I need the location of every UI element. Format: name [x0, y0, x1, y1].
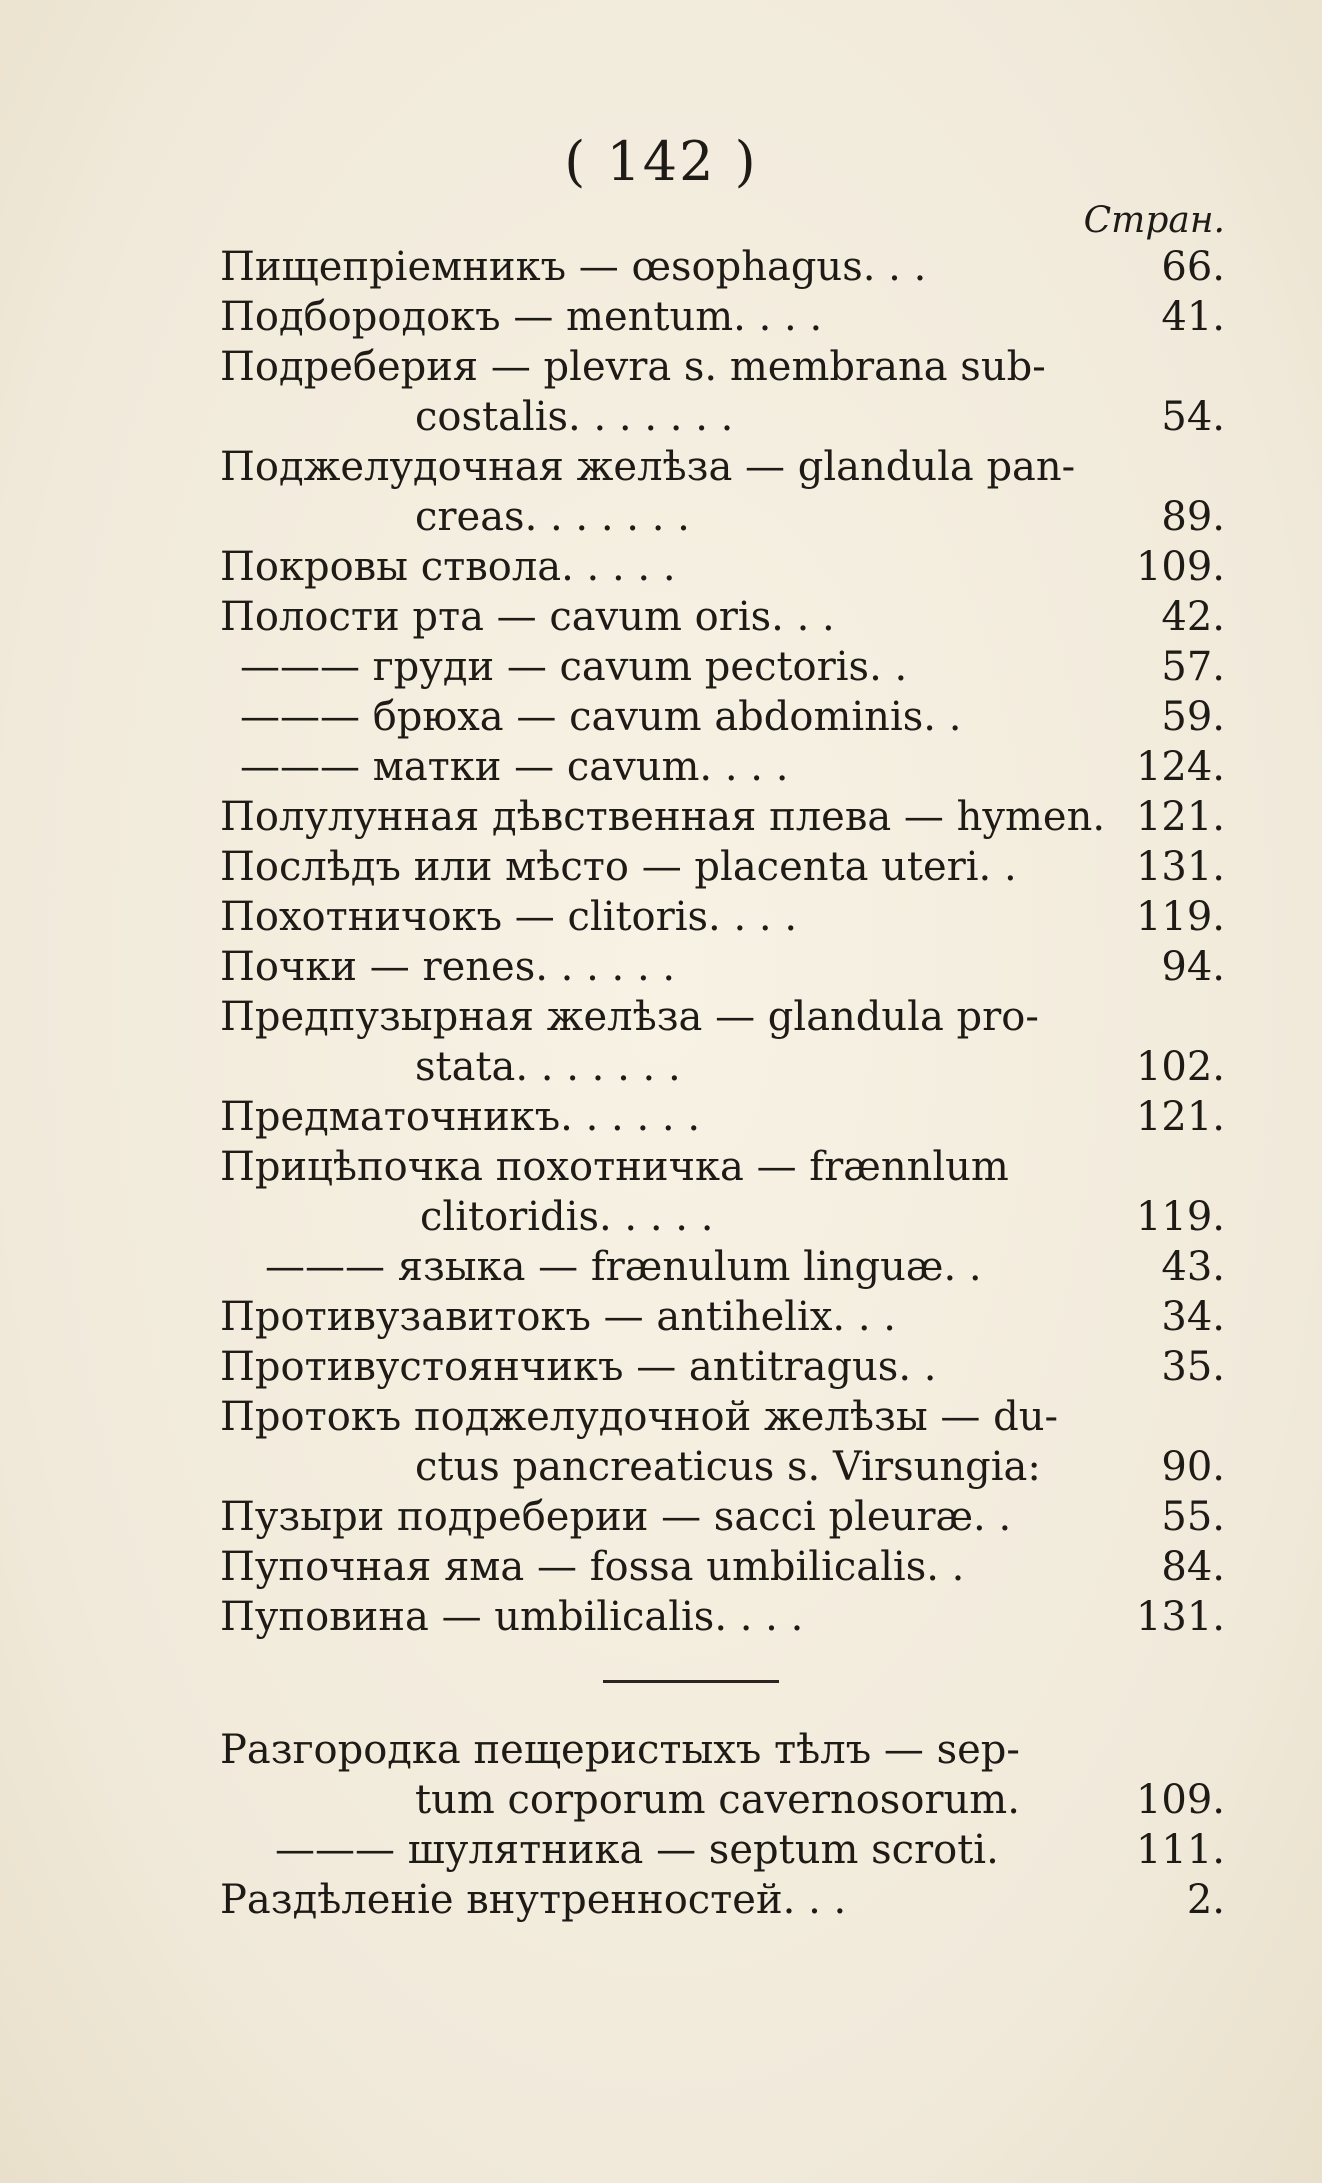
index-entry	[220, 942, 1225, 992]
index-entry	[220, 792, 1225, 842]
entry-page: 111.	[1135, 1827, 1225, 1873]
index-entry	[220, 1142, 1225, 1192]
entry-term: Полости рта — cavum oris. . .	[220, 594, 835, 640]
entry-page: 119.	[1135, 1194, 1225, 1240]
entry-term: Полулунная дѣвственная плева — hymen.	[220, 794, 1106, 840]
index-entry	[220, 1775, 1225, 1825]
entry-term: Почки — renes. . . . . .	[220, 944, 676, 990]
index-entry	[220, 892, 1225, 942]
entry-term: Протокъ поджелудочной желѣзы — du-	[220, 1394, 1058, 1440]
index-entry	[220, 1825, 1225, 1875]
index-entry	[220, 1242, 1225, 1292]
entry-term: clitoridis. . . . .	[420, 1194, 714, 1240]
entry-page: 121.	[1135, 1094, 1225, 1140]
entry-term: Противустоянчикъ — antitragus. .	[220, 1344, 937, 1390]
index-entry	[220, 1725, 1225, 1775]
index-entry	[220, 1092, 1225, 1142]
entry-page: 66.	[1161, 244, 1225, 290]
entry-page: 35.	[1161, 1344, 1225, 1390]
entry-term: creas. . . . . . .	[415, 494, 690, 540]
entry-page: 124.	[1135, 744, 1225, 790]
page-number: ( 142 )	[564, 130, 758, 193]
index-entry	[220, 1592, 1225, 1642]
index-entry	[220, 1042, 1225, 1092]
entry-term: Пупочная яма — fossa umbilicalis. .	[220, 1544, 965, 1590]
entry-page: 84.	[1161, 1544, 1225, 1590]
entry-term: tum corporum cavernosorum.	[415, 1777, 1020, 1823]
entry-page: 94.	[1161, 944, 1225, 990]
index-entry	[220, 442, 1225, 492]
entry-page: 131.	[1135, 844, 1225, 890]
index-entry	[220, 242, 1225, 292]
entry-term: Предпузырная желѣза — glandula pro-	[220, 994, 1039, 1040]
entry-term: Прицѣпочка похотничка — frænnlum	[220, 1144, 1009, 1190]
entry-page: 34.	[1161, 1294, 1225, 1340]
index-entry	[220, 342, 1225, 392]
index-entry	[220, 1542, 1225, 1592]
index-entries-r	[220, 1725, 1225, 1925]
index-entry	[220, 992, 1225, 1042]
entry-term: costalis. . . . . . .	[415, 394, 734, 440]
entry-term: Пуповина — umbilicalis. . . .	[220, 1594, 804, 1640]
entry-page: 119.	[1135, 894, 1225, 940]
entry-term: ——— брюха — cavum abdominis. .	[240, 694, 962, 740]
index-entry	[220, 692, 1225, 742]
index-entry	[220, 592, 1225, 642]
entry-term: Пищепріемникъ — œsophagus. . .	[220, 244, 927, 290]
entry-term: ——— груди — cavum pectoris. .	[240, 644, 908, 690]
entry-term: Противузавитокъ — antihelix. . .	[220, 1294, 896, 1340]
entry-term: ——— языка — frænulum linguæ. .	[265, 1244, 982, 1290]
entry-term: ——— шулятника — septum scroti.	[275, 1827, 999, 1873]
entry-term: Предматочникъ. . . . . .	[220, 1094, 701, 1140]
index-entries	[220, 242, 1225, 1642]
entry-page: 57.	[1161, 644, 1225, 690]
entry-page: 42.	[1161, 594, 1225, 640]
entry-page: 54.	[1161, 394, 1225, 440]
entry-page: 2.	[1186, 1877, 1225, 1923]
index-entry	[220, 842, 1225, 892]
entry-page: 59.	[1161, 694, 1225, 740]
entry-term: Послѣдъ или мѣсто — placenta uteri. .	[220, 844, 1017, 890]
entry-term: ——— матки — cavum. . . .	[240, 744, 789, 790]
index-entry	[220, 392, 1225, 442]
entry-page: 109.	[1135, 1777, 1225, 1823]
entry-page: 43.	[1161, 1244, 1225, 1290]
index-entry	[220, 1342, 1225, 1392]
index-entry	[220, 1292, 1225, 1342]
index-entry	[220, 492, 1225, 542]
index-entry	[220, 1392, 1225, 1442]
index-entry	[220, 1492, 1225, 1542]
entry-term: Покровы ствола. . . . .	[220, 544, 676, 590]
entry-page: 121.	[1135, 794, 1225, 840]
page-column-label: Стран.	[1083, 200, 1225, 241]
entry-page: 55.	[1161, 1494, 1225, 1540]
index-entry	[220, 1875, 1225, 1925]
entry-term: Поджелудочная желѣза — glandula pan-	[220, 444, 1076, 490]
entry-term: Подбородокъ — mentum. . . .	[220, 294, 823, 340]
entry-page: 102.	[1135, 1044, 1225, 1090]
index-entry	[220, 742, 1225, 792]
index-entry	[220, 1192, 1225, 1242]
index-entry	[220, 292, 1225, 342]
entry-term: Пузыри подреберии — sacci pleuræ. .	[220, 1494, 1012, 1540]
entry-term: ctus pancreaticus s. Virsungia:	[415, 1444, 1041, 1490]
entry-page: 41.	[1161, 294, 1225, 340]
entry-page: 90.	[1161, 1444, 1225, 1490]
entry-term: Похотничокъ — clitoris. . . .	[220, 894, 798, 940]
entry-page: 89.	[1161, 494, 1225, 540]
entry-term: Подреберия — plevra s. membrana sub-	[220, 344, 1046, 390]
index-entry	[220, 542, 1225, 592]
entry-page: 131.	[1135, 1594, 1225, 1640]
index-entry	[220, 1442, 1225, 1492]
section-divider	[603, 1680, 779, 1683]
entry-page: 109.	[1135, 544, 1225, 590]
entry-term: stata. . . . . . .	[415, 1044, 681, 1090]
index-entry	[220, 642, 1225, 692]
entry-term: Разгородка пещеристыхъ тѣлъ — sep-	[220, 1727, 1020, 1773]
entry-term: Раздѣленіе внутренностей. . .	[220, 1877, 847, 1923]
